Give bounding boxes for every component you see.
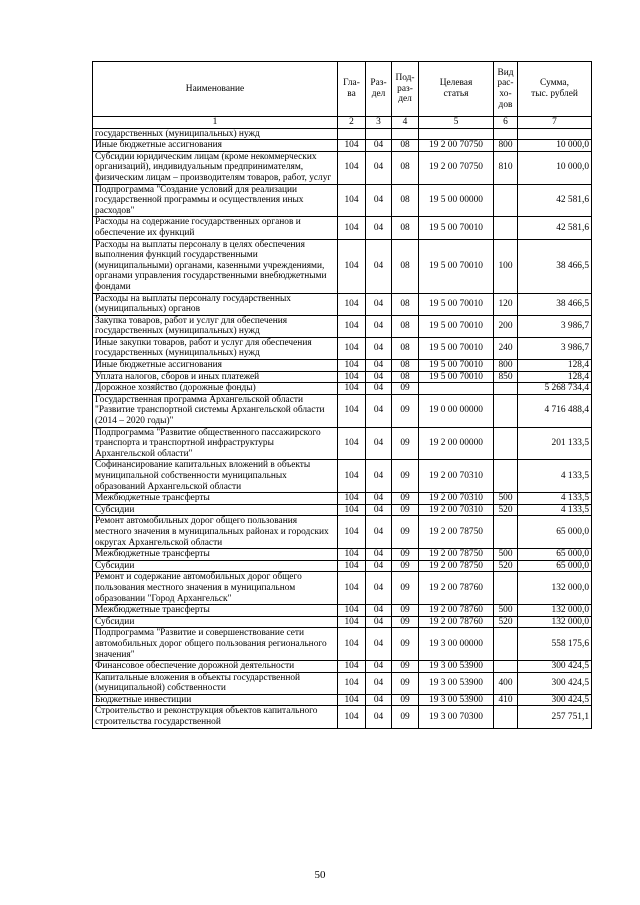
cell-glava: 104 — [338, 706, 366, 728]
cell-summa: 300 424,5 — [518, 694, 592, 706]
cell-vid — [494, 427, 518, 460]
col-header-podrazdel: Под- раз- дел — [392, 62, 419, 117]
cell-summa: 42 581,6 — [518, 217, 592, 239]
cell-celevaya — [419, 128, 494, 140]
cell-glava: 104 — [338, 217, 366, 239]
cell-vid: 240 — [494, 337, 518, 359]
cell-glava: 104 — [338, 549, 366, 561]
table-row — [93, 516, 592, 549]
cell-celevaya: 19 5 00 70010 — [419, 293, 494, 315]
cell-razdel: 04 — [366, 493, 392, 505]
cell-summa: 10 000,0 — [518, 151, 592, 184]
cell-razdel: 04 — [366, 184, 392, 217]
cell-name: Бюджетные инвестиции — [93, 694, 338, 706]
cell-razdel: 04 — [366, 293, 392, 315]
cell-podrazdel — [392, 128, 419, 140]
cell-summa: 3 986,7 — [518, 337, 592, 359]
cell-podrazdel: 08 — [392, 371, 419, 383]
cell-glava: 104 — [338, 504, 366, 516]
cell-razdel: 04 — [366, 560, 392, 572]
cell-vid: 410 — [494, 694, 518, 706]
cell-glava: 104 — [338, 672, 366, 694]
cell-name: Расходы на выплаты персоналу в целях обеспечения выполнения функций государственными (муниципальными) органами, казенными учреждениями, органами управления государственными внебюджетными фондами — [93, 239, 338, 293]
cell-vid — [494, 184, 518, 217]
cell-summa: 257 751,1 — [518, 706, 592, 728]
cell-celevaya: 19 3 00 53900 — [419, 661, 494, 673]
cell-razdel: 04 — [366, 239, 392, 293]
cell-glava: 104 — [338, 493, 366, 505]
cell-summa: 4 716 488,4 — [518, 394, 592, 427]
column-number: 5 — [419, 117, 494, 129]
cell-glava: 104 — [338, 628, 366, 661]
cell-celevaya: 19 2 00 70750 — [419, 140, 494, 152]
table-row — [93, 217, 592, 239]
column-number: 6 — [494, 117, 518, 129]
cell-vid: 500 — [494, 493, 518, 505]
cell-vid: 120 — [494, 293, 518, 315]
table-row — [93, 151, 592, 184]
table-row — [93, 616, 592, 628]
cell-summa: 38 466,5 — [518, 293, 592, 315]
cell-razdel: 04 — [366, 360, 392, 372]
table-row — [93, 315, 592, 337]
table-row — [93, 239, 592, 293]
column-number-row — [93, 117, 592, 129]
page-number: 50 — [314, 869, 326, 881]
cell-razdel: 04 — [366, 151, 392, 184]
cell-name: Уплата налогов, сборов и иных платежей — [93, 371, 338, 383]
cell-glava: 104 — [338, 661, 366, 673]
cell-vid — [494, 628, 518, 661]
cell-vid: 520 — [494, 616, 518, 628]
cell-vid: 810 — [494, 151, 518, 184]
table-row — [93, 605, 592, 617]
cell-glava: 104 — [338, 337, 366, 359]
cell-name: Расходы на выплаты персоналу государственных (муниципальных) органов — [93, 293, 338, 315]
column-number: 7 — [518, 117, 592, 129]
cell-celevaya: 19 2 00 70750 — [419, 151, 494, 184]
cell-podrazdel: 09 — [392, 628, 419, 661]
cell-podrazdel: 08 — [392, 140, 419, 152]
cell-razdel: 04 — [366, 383, 392, 395]
table-row — [93, 427, 592, 460]
cell-summa: 3 986,7 — [518, 315, 592, 337]
cell-podrazdel: 09 — [392, 560, 419, 572]
cell-name: Закупка товаров, работ и услуг для обеспечения государственных (муниципальных) нужд — [93, 315, 338, 337]
cell-celevaya: 19 2 00 00000 — [419, 427, 494, 460]
cell-summa: 300 424,5 — [518, 672, 592, 694]
cell-name: Подпрограмма "Создание условий для реализации государственной программы и осуществления иных расходов" — [93, 184, 338, 217]
cell-podrazdel: 09 — [392, 605, 419, 617]
cell-vid: 500 — [494, 549, 518, 561]
column-number: 1 — [93, 117, 338, 129]
cell-name: Расходы на содержание государственных органов и обеспечение их функций — [93, 217, 338, 239]
column-number: 2 — [338, 117, 366, 129]
cell-razdel: 04 — [366, 217, 392, 239]
cell-vid: 500 — [494, 605, 518, 617]
table-row — [93, 672, 592, 694]
cell-celevaya — [419, 383, 494, 395]
cell-podrazdel: 09 — [392, 394, 419, 427]
cell-vid — [494, 706, 518, 728]
cell-glava: 104 — [338, 360, 366, 372]
cell-celevaya: 19 2 00 78760 — [419, 605, 494, 617]
cell-vid: 400 — [494, 672, 518, 694]
cell-name: Ремонт автомобильных дорог общего пользования местного значения в муниципальных районах и городских округах Архангельской области — [93, 516, 338, 549]
cell-name: Субсидии — [93, 560, 338, 572]
cell-celevaya: 19 0 00 00000 — [419, 394, 494, 427]
cell-podrazdel: 09 — [392, 616, 419, 628]
cell-vid — [494, 460, 518, 493]
cell-name: Субсидии юридическим лицам (кроме некоммерческих организаций), индивидуальным предпринимателям, физическим лицам – производителям товаров, работ, услуг — [93, 151, 338, 184]
cell-razdel: 04 — [366, 504, 392, 516]
cell-vid: 800 — [494, 360, 518, 372]
cell-podrazdel: 09 — [392, 706, 419, 728]
cell-glava: 104 — [338, 694, 366, 706]
cell-podrazdel: 08 — [392, 337, 419, 359]
cell-podrazdel: 09 — [392, 427, 419, 460]
cell-razdel: 04 — [366, 337, 392, 359]
table-row — [93, 383, 592, 395]
cell-razdel: 04 — [366, 427, 392, 460]
cell-razdel — [366, 128, 392, 140]
cell-celevaya: 19 3 00 70300 — [419, 706, 494, 728]
cell-summa: 42 581,6 — [518, 184, 592, 217]
cell-vid: 850 — [494, 371, 518, 383]
table-row — [93, 628, 592, 661]
cell-glava: 104 — [338, 371, 366, 383]
cell-podrazdel: 09 — [392, 460, 419, 493]
cell-razdel: 04 — [366, 672, 392, 694]
cell-summa: 65 000,0 — [518, 560, 592, 572]
cell-name: Иные закупки товаров, работ и услуг для обеспечения государственных (муниципальных) нужд — [93, 337, 338, 359]
cell-name: Ремонт и содержание автомобильных дорог общего пользования местного значения в муниципальном образовании "Город Архангельск" — [93, 572, 338, 605]
cell-vid: 800 — [494, 140, 518, 152]
cell-celevaya: 19 2 00 78750 — [419, 516, 494, 549]
cell-razdel: 04 — [366, 616, 392, 628]
cell-summa: 5 268 734,4 — [518, 383, 592, 395]
cell-glava: 104 — [338, 184, 366, 217]
cell-vid: 520 — [494, 560, 518, 572]
cell-razdel: 04 — [366, 394, 392, 427]
cell-glava: 104 — [338, 616, 366, 628]
cell-razdel: 04 — [366, 516, 392, 549]
table-row — [93, 184, 592, 217]
cell-razdel: 04 — [366, 371, 392, 383]
cell-name: Государственная программа Архангельской области "Развитие транспортной системы Архангельской области (2014 – 2020 годы)" — [93, 394, 338, 427]
cell-glava: 104 — [338, 151, 366, 184]
cell-name: Софинансирование капитальных вложений в объекты муниципальной собственности муниципальных образований Архангельской области — [93, 460, 338, 493]
cell-celevaya: 19 5 00 70010 — [419, 239, 494, 293]
cell-name: Финансовое обеспечение дорожной деятельности — [93, 661, 338, 673]
cell-summa: 65 000,0 — [518, 549, 592, 561]
cell-podrazdel: 09 — [392, 572, 419, 605]
cell-summa: 10 000,0 — [518, 140, 592, 152]
cell-summa — [518, 128, 592, 140]
cell-name: Строительство и реконструкция объектов капитального строительства государственной — [93, 706, 338, 728]
table-row — [93, 549, 592, 561]
cell-name: Подпрограмма "Развитие и совершенствование сети автомобильных дорог общего пользования регионального значения" — [93, 628, 338, 661]
budget-table — [92, 61, 592, 729]
cell-razdel: 04 — [366, 140, 392, 152]
cell-celevaya: 19 5 00 70010 — [419, 371, 494, 383]
cell-celevaya: 19 2 00 78760 — [419, 572, 494, 605]
cell-name: Межбюджетные трансферты — [93, 605, 338, 617]
cell-name: Межбюджетные трансферты — [93, 549, 338, 561]
table-row — [93, 493, 592, 505]
cell-podrazdel: 08 — [392, 151, 419, 184]
cell-name: Субсидии — [93, 504, 338, 516]
cell-podrazdel: 09 — [392, 672, 419, 694]
table-row — [93, 128, 592, 140]
cell-name: Субсидии — [93, 616, 338, 628]
cell-vid — [494, 383, 518, 395]
cell-podrazdel: 08 — [392, 315, 419, 337]
cell-celevaya: 19 2 00 78760 — [419, 616, 494, 628]
column-number: 4 — [392, 117, 419, 129]
cell-vid — [494, 516, 518, 549]
col-header-celevaya: Целевая статья — [419, 62, 494, 117]
cell-glava: 104 — [338, 516, 366, 549]
cell-glava: 104 — [338, 605, 366, 617]
cell-razdel: 04 — [366, 694, 392, 706]
cell-summa: 65 000,0 — [518, 516, 592, 549]
col-header-summa: Сумма, тыс. рублей — [518, 62, 592, 117]
cell-podrazdel: 09 — [392, 694, 419, 706]
cell-glava: 104 — [338, 572, 366, 605]
cell-razdel: 04 — [366, 460, 392, 493]
cell-name: государственных (муниципальных) нужд — [93, 128, 338, 140]
cell-podrazdel: 08 — [392, 360, 419, 372]
cell-name: Иные бюджетные ассигнования — [93, 140, 338, 152]
cell-name: Межбюджетные трансферты — [93, 493, 338, 505]
cell-celevaya: 19 2 00 70310 — [419, 493, 494, 505]
table-row — [93, 460, 592, 493]
table-row — [93, 293, 592, 315]
cell-celevaya: 19 3 00 00000 — [419, 628, 494, 661]
column-number: 3 — [366, 117, 392, 129]
table-row — [93, 360, 592, 372]
table-row — [93, 661, 592, 673]
cell-vid — [494, 128, 518, 140]
cell-podrazdel: 09 — [392, 549, 419, 561]
table-header-row — [93, 62, 592, 117]
cell-glava: 104 — [338, 315, 366, 337]
cell-glava: 104 — [338, 383, 366, 395]
cell-podrazdel: 09 — [392, 383, 419, 395]
table-row — [93, 394, 592, 427]
cell-name: Дорожное хозяйство (дорожные фонды) — [93, 383, 338, 395]
cell-podrazdel: 09 — [392, 493, 419, 505]
cell-vid — [494, 661, 518, 673]
cell-celevaya: 19 5 00 70010 — [419, 337, 494, 359]
cell-podrazdel: 08 — [392, 293, 419, 315]
cell-vid — [494, 394, 518, 427]
table-row — [93, 706, 592, 728]
table-row — [93, 504, 592, 516]
cell-summa: 300 424,5 — [518, 661, 592, 673]
col-header-name: Наименование — [93, 62, 338, 117]
cell-razdel: 04 — [366, 572, 392, 605]
cell-glava — [338, 128, 366, 140]
cell-vid — [494, 217, 518, 239]
cell-celevaya: 19 5 00 70010 — [419, 315, 494, 337]
cell-summa: 132 000,0 — [518, 605, 592, 617]
cell-celevaya: 19 2 00 78750 — [419, 560, 494, 572]
cell-celevaya: 19 2 00 70310 — [419, 460, 494, 493]
cell-summa: 132 000,0 — [518, 616, 592, 628]
cell-name: Подпрограмма "Развитие общественного пассажирского транспорта и транспортной инфраструктуры Архангельской области" — [93, 427, 338, 460]
cell-summa: 132 000,0 — [518, 572, 592, 605]
col-header-vid: Вид рас- хо- дов — [494, 62, 518, 117]
table-row — [93, 694, 592, 706]
cell-summa: 38 466,5 — [518, 239, 592, 293]
cell-summa: 128,4 — [518, 360, 592, 372]
cell-summa: 201 133,5 — [518, 427, 592, 460]
table-row — [93, 560, 592, 572]
cell-razdel: 04 — [366, 661, 392, 673]
cell-glava: 104 — [338, 140, 366, 152]
cell-podrazdel: 09 — [392, 504, 419, 516]
cell-glava: 104 — [338, 239, 366, 293]
cell-celevaya: 19 2 00 70310 — [419, 504, 494, 516]
cell-razdel: 04 — [366, 549, 392, 561]
table-row — [93, 371, 592, 383]
cell-vid: 100 — [494, 239, 518, 293]
cell-summa: 558 175,6 — [518, 628, 592, 661]
cell-name: Иные бюджетные ассигнования — [93, 360, 338, 372]
cell-celevaya: 19 2 00 78750 — [419, 549, 494, 561]
col-header-razdel: Раз- дел — [366, 62, 392, 117]
cell-celevaya: 19 3 00 53900 — [419, 672, 494, 694]
cell-glava: 104 — [338, 427, 366, 460]
cell-celevaya: 19 5 00 00000 — [419, 184, 494, 217]
cell-razdel: 04 — [366, 628, 392, 661]
cell-summa: 4 133,5 — [518, 493, 592, 505]
cell-glava: 104 — [338, 293, 366, 315]
table-row — [93, 140, 592, 152]
cell-podrazdel: 09 — [392, 661, 419, 673]
cell-vid: 520 — [494, 504, 518, 516]
cell-summa: 4 133,5 — [518, 504, 592, 516]
cell-glava: 104 — [338, 560, 366, 572]
cell-razdel: 04 — [366, 605, 392, 617]
cell-celevaya: 19 5 00 70010 — [419, 217, 494, 239]
cell-podrazdel: 08 — [392, 184, 419, 217]
cell-podrazdel: 08 — [392, 239, 419, 293]
cell-podrazdel: 08 — [392, 217, 419, 239]
cell-podrazdel: 09 — [392, 516, 419, 549]
cell-razdel: 04 — [366, 706, 392, 728]
col-header-glava: Гла- ва — [338, 62, 366, 117]
cell-summa: 128,4 — [518, 371, 592, 383]
cell-glava: 104 — [338, 460, 366, 493]
cell-razdel: 04 — [366, 315, 392, 337]
cell-vid — [494, 572, 518, 605]
cell-celevaya: 19 5 00 70010 — [419, 360, 494, 372]
cell-glava: 104 — [338, 394, 366, 427]
cell-name: Капитальные вложения в объекты государственной (муниципальной) собственности — [93, 672, 338, 694]
table-row — [93, 572, 592, 605]
cell-celevaya: 19 3 00 53900 — [419, 694, 494, 706]
cell-summa: 4 133,5 — [518, 460, 592, 493]
cell-vid: 200 — [494, 315, 518, 337]
table-row — [93, 337, 592, 359]
